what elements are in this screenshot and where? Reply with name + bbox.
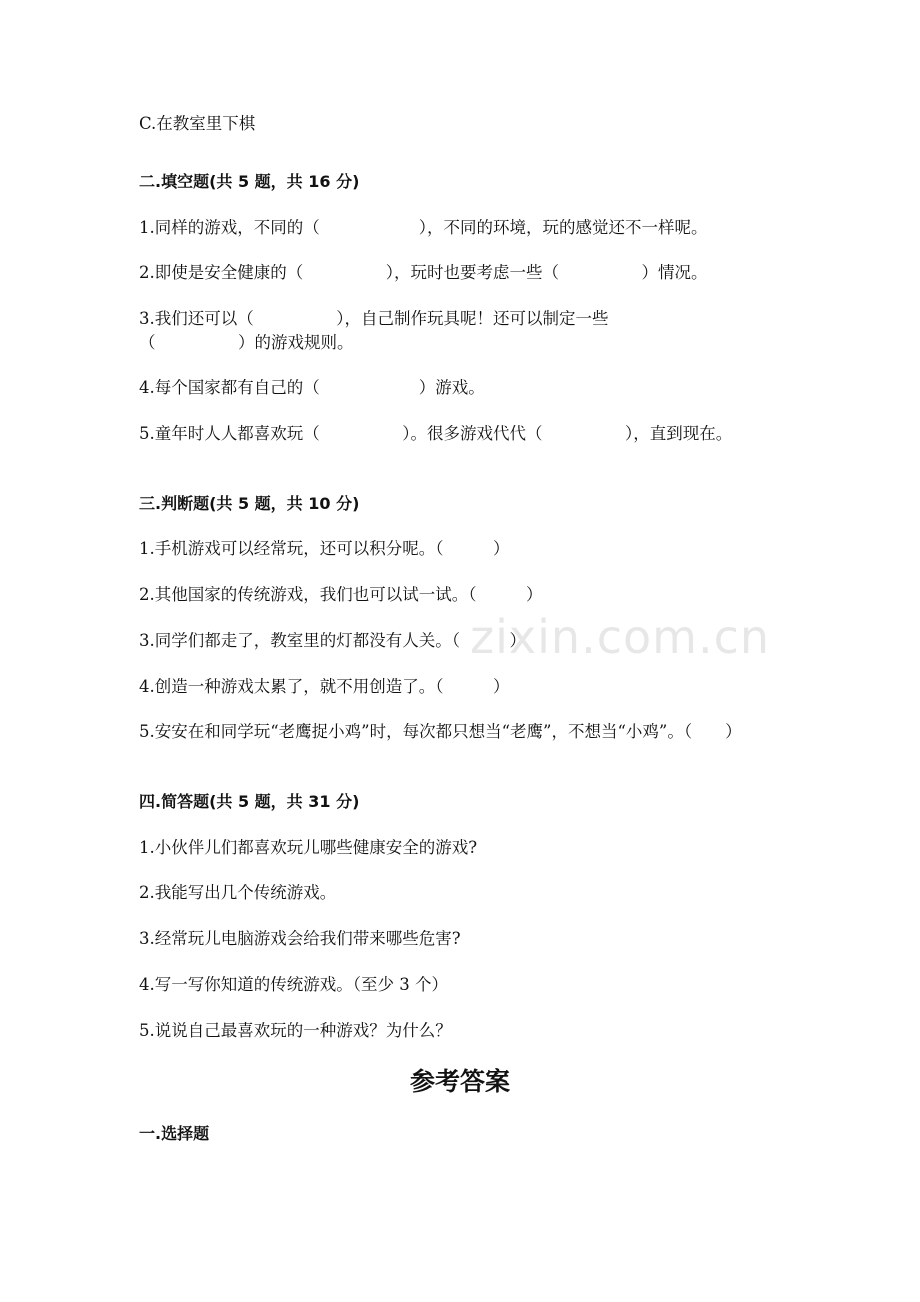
- section3-heading: 三.判断题(共 5 题，共 10 分): [139, 494, 360, 513]
- section4-question-1: 1.小伙伴儿们都喜欢玩儿哪些健康安全的游戏?: [139, 838, 478, 857]
- section4-question-4: 4.写一写你知道的传统游戏。（至少 3 个）: [139, 975, 448, 994]
- section2-question-1: 1.同样的游戏，不同的（ ），不同的环境，玩的感觉还不一样呢。: [139, 218, 708, 237]
- section4-question-2: 2.我能写出几个传统游戏。: [139, 883, 337, 902]
- section2-heading: 二.填空题(共 5 题，共 16 分): [139, 172, 360, 191]
- section2-question-2: 2.即使是安全健康的（ ），玩时也要考虑一些（ ）情况。: [139, 263, 708, 282]
- section2-question-3: 3.我们还可以（ ），自己制作玩具呢！还可以制定一些（ ）的游戏规则。: [139, 309, 609, 352]
- section3-question-4: 4.创造一种游戏太累了，就不用创造了。（ ）: [139, 677, 510, 696]
- section2-question-4: 4.每个国家都有自己的（ ）游戏。: [139, 378, 485, 397]
- section3-question-1: 1.手机游戏可以经常玩，还可以积分呢。（ ）: [139, 539, 510, 558]
- section4-heading: 四.简答题(共 5 题，共 31 分): [139, 792, 360, 811]
- option-c: C.在教室里下棋: [139, 114, 256, 133]
- section4-question-3: 3.经常玩儿电脑游戏会给我们带来哪些危害?: [139, 929, 461, 948]
- watermark: zixin.com.cn: [470, 610, 771, 664]
- answers-section1-heading: 一.选择题: [139, 1124, 210, 1143]
- answers-title: 参考答案: [409, 1067, 510, 1096]
- section4-question-5: 5.说说自己最喜欢玩的一种游戏？为什么？: [139, 1021, 452, 1040]
- section3-question-3: 3.同学们都走了，教室里的灯都没有人关。（ ）: [139, 631, 526, 650]
- section3-question-2: 2.其他国家的传统游戏，我们也可以试一试。（ ）: [139, 585, 543, 604]
- section3-question-5: 5.安安在和同学玩“老鹰捉小鸡”时，每次都只想当“老鹰”，不想当“小鸡”。（ ）: [139, 722, 742, 741]
- section2-question-5: 5.童年时人人都喜欢玩（ ）。很多游戏代代（ ），直到现在。: [139, 424, 733, 443]
